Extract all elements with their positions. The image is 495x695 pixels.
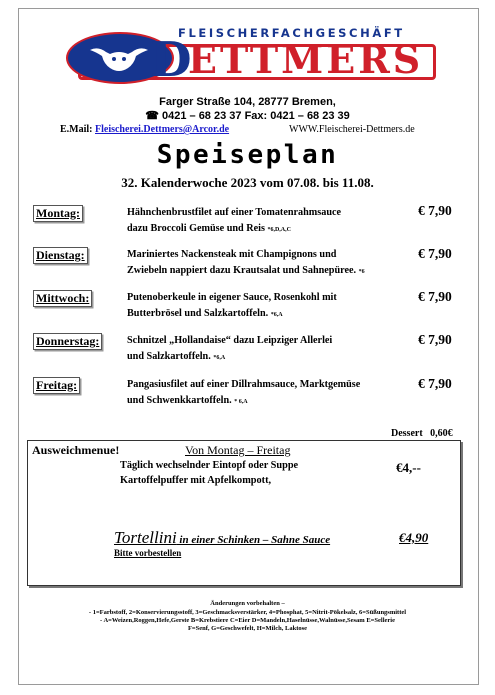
dish-line: Mariniertes Nackensteak mit Champignons und (127, 249, 337, 260)
day-label-monday: Montag: (33, 205, 83, 222)
alternative-price: €4,-- (396, 460, 421, 475)
allergen-codes: *6,D,A,C (267, 227, 291, 233)
day-label-tuesday: Dienstag: (33, 247, 88, 264)
allergen-codes: * 6,A (234, 399, 248, 405)
dish-line: Putenoberkeule in eigener Sauce, Rosenkohl mit (127, 292, 337, 303)
logo-initial: D (150, 32, 192, 88)
special-dish-price: €4,90 (399, 530, 429, 545)
dish-text: dazu Broccoli Gemüse und Reis (127, 223, 265, 234)
footer-allergens-2: F=Senf, G=Geschwefelt, H=Milch, Laktose (187, 625, 308, 632)
price-tuesday: € 7,90 (418, 246, 452, 261)
allergen-codes: *6,A (270, 312, 283, 318)
dish-text: und Schwenkkartoffeln. (127, 395, 232, 406)
allergen-codes: *6,A (213, 355, 226, 361)
dish-line (127, 221, 412, 238)
email-line (60, 124, 229, 135)
price-monday: € 7,90 (418, 203, 452, 218)
dessert-price: Dessert 0,60€ (391, 428, 453, 439)
alternative-menu-range: Von Montag – Freitag (185, 443, 291, 457)
dish-line (127, 263, 412, 280)
price-thursday: € 7,90 (418, 332, 452, 347)
bull-head-icon (88, 44, 150, 74)
email-label: E.Mail: (60, 124, 93, 135)
dish-wednesday (127, 290, 412, 323)
dish-tuesday (127, 247, 412, 280)
special-dish (114, 528, 330, 548)
dish-text: und Salzkartoffeln. (127, 351, 211, 362)
dish-thursday (127, 333, 412, 366)
email-link[interactable]: Fleischerei.Dettmers@Arcor.de (95, 124, 230, 135)
dish-line: Schnitzel „Hollandaise“ dazu Leipziger Allerlei (127, 335, 333, 346)
phone-fax: ☎ 0421 – 68 23 37 Fax: 0421 – 68 23 39 (145, 110, 350, 122)
page-title: Speiseplan (156, 140, 339, 170)
price-friday: € 7,90 (418, 376, 452, 391)
dettmers-logo (66, 26, 440, 88)
footer-allergens: - A=Weizen,Roggen,Hefe,Gerste B=Krebstiere C=Eier D=Mandeln,Haselnüsse,Walnüsse,Sesam E=Sellerie (100, 617, 395, 624)
dish-monday (127, 205, 412, 238)
dish-text: Zwiebeln nappiert dazu Krautsalat und Sahnepüree. (127, 265, 357, 276)
dish-line (127, 349, 412, 366)
special-dish-name: Tortellini (114, 528, 177, 547)
week-range: 32. Kalenderwoche 2023 vom 07.08. bis 11.08. (121, 175, 374, 190)
dish-line: Pangasiusfilet auf einer Dillrahmsauce, Marktgemüse (127, 379, 361, 390)
alternative-menu-title: Ausweichmenue! (32, 443, 120, 457)
footer-additives: - 1=Farbstoff, 2=Konservierungsstoff, 3=Geschmacksverstärker, 4=Phosphat, 5=Nitrit-Pökelsalz, 6=Süßungsmittel (88, 609, 407, 616)
special-dish-sauce: in einer Schinken – Sahne Sauce (176, 534, 331, 546)
allergen-codes: *6 (358, 269, 365, 275)
dish-text: Butterbrösel und Salzkartoffeln. (127, 308, 269, 319)
price-wednesday: € 7,90 (418, 289, 452, 304)
dish-line: Hähnchenbrustfilet auf einer Tomatenrahmsauce (127, 207, 342, 218)
logo-tagline: FLEISCHERFACHGESCHÄFT (178, 26, 405, 40)
dish-line (127, 393, 412, 410)
dish-friday (127, 377, 412, 410)
footer-heading: Änderungen vorbehalten – (210, 600, 285, 607)
preorder-note: Bitte vorbestellen (114, 548, 182, 558)
alternative-dish-line: Täglich wechselnder Eintopf oder Suppe (120, 460, 299, 471)
website: WWW.Fleischerei-Dettmers.de (289, 124, 415, 135)
day-label-friday: Freitag: (33, 377, 80, 394)
dish-line (127, 306, 412, 323)
logo-name: ETTMERS (188, 37, 424, 82)
day-label-thursday: Donnerstag: (33, 333, 102, 350)
alternative-dish-line: Kartoffelpuffer mit Apfelkompott, (120, 475, 272, 486)
day-label-wednesday: Mittwoch: (33, 290, 92, 307)
address: Farger Straße 104, 28777 Bremen, (159, 96, 336, 108)
